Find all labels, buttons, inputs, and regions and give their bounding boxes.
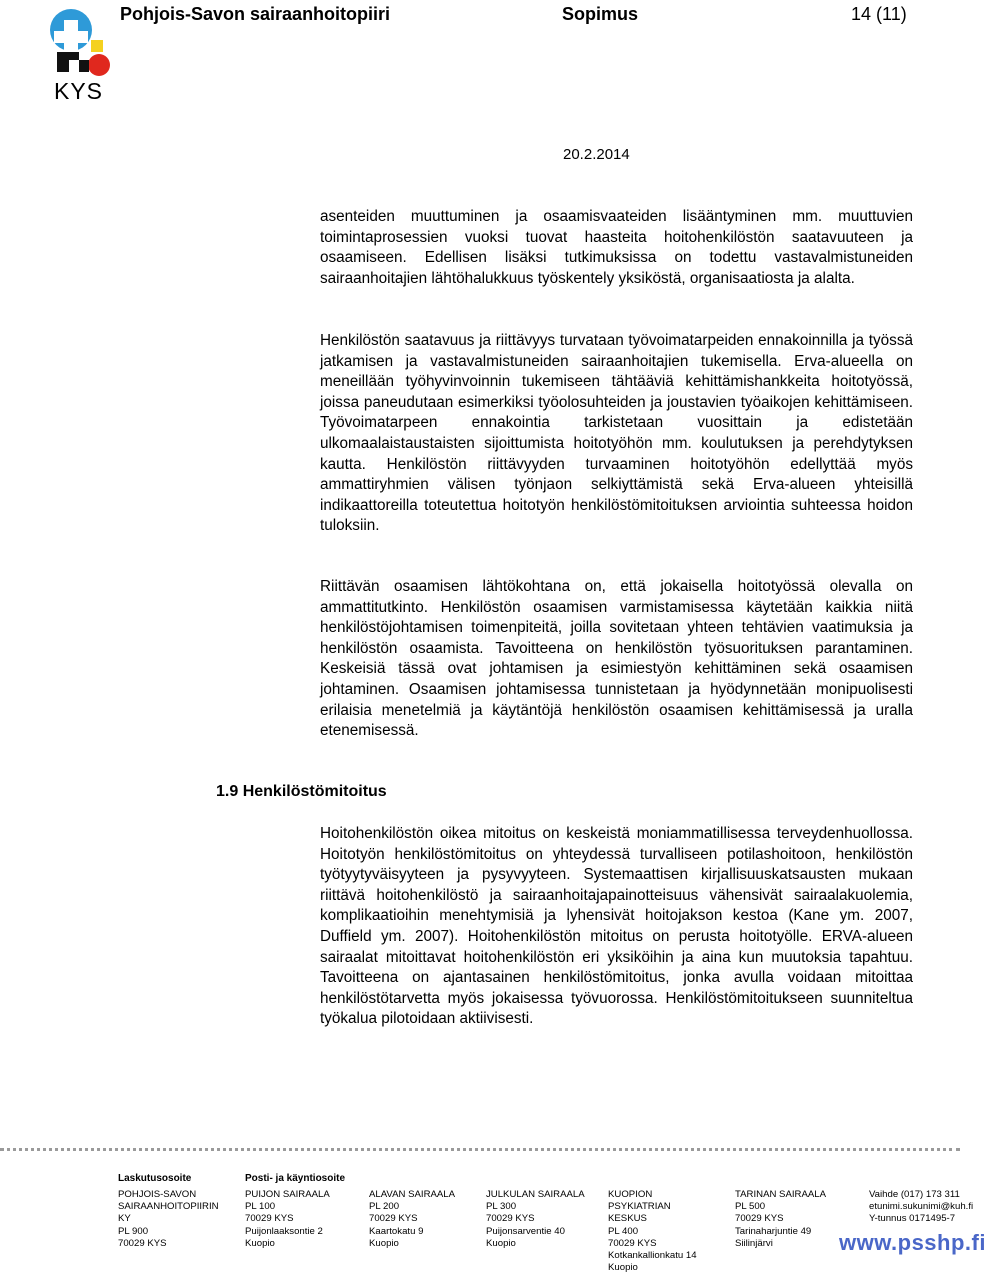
footer-line: TARINAN SAIRAALA (735, 1189, 826, 1200)
footer-contact (869, 1173, 973, 1226)
footer-heading (369, 1173, 455, 1185)
paragraph-3: Riittävän osaamisen lähtökohtana on, että jokaisella hoitotyössä olevalla on ammattitutkinto. Henkilöstön osaamisen varmistamisessa käytetään kaikkia niitä henkilöstöjohtamisen toimenpiteitä, joilla sovitetaan yhteen tehtävien vaatimuksia ja henkilöstön osaamista. Tavoitteena on henkilöstön työsuorituksen parantaminen. Keskeisiä tässä ovat johtamisen ja esimiestyön kehittäminen sekä osaamisen johtaminen. Osaamisen johtamisessa tunnistetaan ja hyödynnetään monipuolisesti erilaisia menetelmiä ja käytäntöjä henkilöstön osaamisen kehittämisessä ja uralla etenemisessä. (320, 578, 913, 740)
footer-line: ALAVAN SAIRAALA (369, 1189, 456, 1200)
logo-black-shape (57, 52, 79, 72)
footer-line: PL 300 (486, 1201, 517, 1213)
footer-line: KY (118, 1213, 131, 1225)
footer-julkula-address (486, 1173, 585, 1250)
footer-line: SAIRAANHOITOPIIRIN (118, 1201, 219, 1213)
footer-heading: Posti- ja käyntiosoite (245, 1173, 346, 1184)
footer-heading (869, 1173, 973, 1185)
footer-line: Kuopio (369, 1237, 399, 1249)
document-type: Sopimus (562, 4, 639, 24)
footer-line: PUIJON SAIRAALA (245, 1189, 330, 1200)
kys-logo-mark (47, 6, 117, 81)
document-date: 20.2.2014 (563, 146, 630, 163)
footer-line: 70029 KYS (486, 1213, 535, 1225)
footer-line: Kaartokatu 9 (369, 1225, 424, 1237)
footer-psychiatry-address (608, 1173, 697, 1274)
footer-line: PL 500 (735, 1201, 766, 1213)
footer-line: PSYKIATRIAN (608, 1201, 671, 1213)
organization-name: Pohjois-Savon sairaanhoitopiiri (120, 4, 391, 24)
footer-line: Tarinaharjuntie 49 (735, 1225, 812, 1237)
footer-line: PL 400 (608, 1225, 639, 1237)
footer-line: 70029 KYS (608, 1237, 657, 1249)
logo-text: KYS (54, 78, 104, 104)
page-number: 14 (11) (851, 4, 907, 24)
footer-line: Puijonsarventie 40 (486, 1225, 565, 1237)
logo-red-shape (88, 54, 110, 76)
footer-line: Puijonlaaksontie 2 (245, 1225, 323, 1237)
footer-heading (735, 1173, 826, 1185)
footer-phone: Vaihde (017) 173 311 (869, 1189, 960, 1200)
footer-business-id: Y-tunnus 0171495-7 (869, 1213, 956, 1225)
footer-line: Kuopio (608, 1262, 638, 1274)
logo-white-cross-h (54, 31, 88, 43)
logo-yellow-shape (91, 40, 103, 52)
footer-line: KUOPION (608, 1189, 653, 1200)
paragraph-4: Hoitohenkilöstön oikea mitoitus on keskeistä moniammatillisessa terveydenhuollossa. Hoitotyön henkilöstömitoitus on yhteydessä turvalliseen potilashoitoon, henkilöstön työtyytyväisyyteen ja pysyvyyteen. Systemaattisen kirjallisuuskatsausten mukaan riittävä hoitohenkilöstö ja sairaanhoitajapainotteisuus vähensivät sairaalakuolemia, komplikaatioihin menehtymisiä ja lyhensivät hoitojakson kestoa (Kane ym. 2007, Duffield ym. 2007). Hoitohenkilöstön mitoitus on perusta hoitotyölle. ERVA-alueen sairaalat mitoittavat hoitohenkilöstön eri yksiköihin ja aina kun muutoksia tapahtuu. Tavoitteena on ajantasainen henkilöstömitoitus, jonka avulla voidaan mitoittaa henkilöstötarvetta myös jokaisessa työvuorossa. Henkilöstömitoitukseen suunniteltua työkalua pilotoidaan aktiivisesti. (320, 825, 913, 1028)
footer-tarina-address (735, 1173, 826, 1250)
footer-line: JULKULAN SAIRAALA (486, 1189, 585, 1200)
footer-line: Kuopio (486, 1237, 516, 1249)
paragraph-2: Henkilöstön saatavuus ja riittävyys turvataan työvoimatarpeiden ennakoinnilla ja työssä jatkamisen ja vastavalmistuneiden sairaanhoitajien tukemisella. Erva-alueella on meneillään työhyvinvoinnin tukemiseen tähtääviä kehittämishankkeita hoitotyössä, joissa paneudutaan esimerkiksi työolosuhteiden ja joustavien työaikojen kehittämiseen. Työvoimatarpeen ennakointia tarkistetaan vuosittain ja edistetään ulkomaalaistaustaisten sijoittumista hoitotyöhön mm. koulutuksen ja perehdytyksen kautta. Henkilöstön riittävyyden turvaaminen hoitotyöhön edellyttää myös ammattiryhmien välisen työnjaon selkiyttämistä sekä Erva-alueen yhteisillä indikaattoreilla toteutettua hoitotyön henkilöstömitoituksen arviointia suhteessa hoidon tuloksiin. (320, 332, 913, 535)
website-link[interactable]: www.psshp.fi (839, 1230, 986, 1255)
footer-heading: Laskutusosoite (118, 1173, 192, 1184)
footer-heading (486, 1173, 585, 1185)
footer-billing-address (118, 1173, 219, 1250)
footer-puijo-address (245, 1173, 345, 1250)
footer-email[interactable]: etunimi.sukunimi@kuh.fi (869, 1201, 974, 1213)
footer-line: 70029 KYS (735, 1213, 784, 1225)
footer-line: POHJOIS-SAVON (118, 1189, 197, 1200)
footer-line: PL 200 (369, 1201, 400, 1213)
footer-line: PL 900 (118, 1225, 149, 1237)
footer-alava-address (369, 1173, 455, 1250)
footer-heading (608, 1173, 697, 1185)
logo-black-shape-2 (79, 60, 89, 72)
footer-line: Kotkankallionkatu 14 (608, 1250, 697, 1262)
footer-line: PL 100 (245, 1201, 276, 1213)
section-heading: 1.9 Henkilöstömitoitus (216, 783, 387, 800)
footer-line: 70029 KYS (369, 1213, 418, 1225)
paragraph-1: asenteiden muuttuminen ja osaamisvaateiden lisääntyminen mm. muuttuvien toimintaprosessien vuoksi tuovat haasteita hoitohenkilöstön saatavuuteen ja osaamiseen. Edellisen lisäksi tutkimuksissa on todettu vastavalmistuneiden sairaanhoitajien lähtöhalukkuus työskentely yksiköstä, organisaatiosta ja alalta. (320, 208, 913, 287)
footer-line: KESKUS (608, 1213, 647, 1225)
footer-line: 70029 KYS (118, 1237, 167, 1249)
footer-divider (0, 1148, 960, 1151)
footer-line: 70029 KYS (245, 1213, 294, 1225)
footer-line: Kuopio (245, 1237, 275, 1249)
footer-line: Siilinjärvi (735, 1237, 773, 1249)
